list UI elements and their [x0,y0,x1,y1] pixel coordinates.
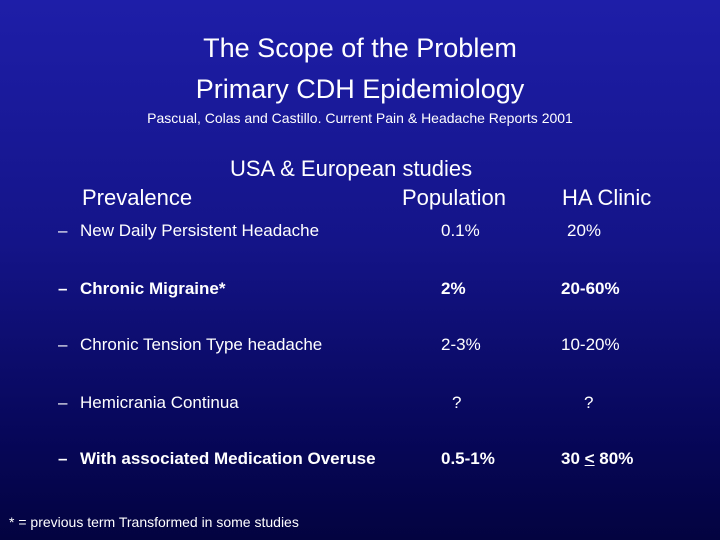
row-2-clinic: 20-60% [561,279,620,298]
row-5-clinic-suffix: 80% [594,449,634,468]
row-1-dash: – [58,221,68,240]
slide-title-line-1: The Scope of the Problem [203,33,517,63]
row-4-population: ? [452,393,462,412]
row-3-label: Chronic Tension Type headache [80,335,323,354]
group-header: USA & European studies [230,156,473,181]
row-5-label: With associated Medication Overuse [80,449,376,468]
row-4-label: Hemicrania Continua [80,393,239,412]
row-2-label: Chronic Migraine* [80,279,226,298]
slide-title-line-2: Primary CDH Epidemiology [195,74,525,104]
row-5-clinic-lte-symbol: < [584,449,595,468]
row-1-population: 0.1% [441,221,480,240]
column-header-population: Population [402,185,506,210]
row-4-dash: – [58,393,68,412]
row-5-clinic [561,449,633,469]
row-4-clinic: ? [584,393,594,412]
row-2-population: 2% [441,279,466,298]
column-header-ha-clinic: HA Clinic [562,185,652,210]
row-1-label: New Daily Persistent Headache [80,221,320,240]
footnote: * = previous term Transformed in some studies [9,514,299,530]
row-3-dash: – [58,335,68,354]
row-5-clinic-prefix: 30 [561,449,585,468]
row-5-dash: – [58,449,68,468]
row-3-clinic: 10-20% [561,335,620,354]
row-1-clinic: 20% [567,221,602,240]
column-header-prevalence: Prevalence [82,185,193,210]
row-5-population: 0.5-1% [441,449,495,468]
row-3-population: 2-3% [441,335,481,354]
row-2-dash: – [58,279,68,298]
citation: Pascual, Colas and Castillo. Current Pain & Headache Reports 2001 [147,110,573,126]
